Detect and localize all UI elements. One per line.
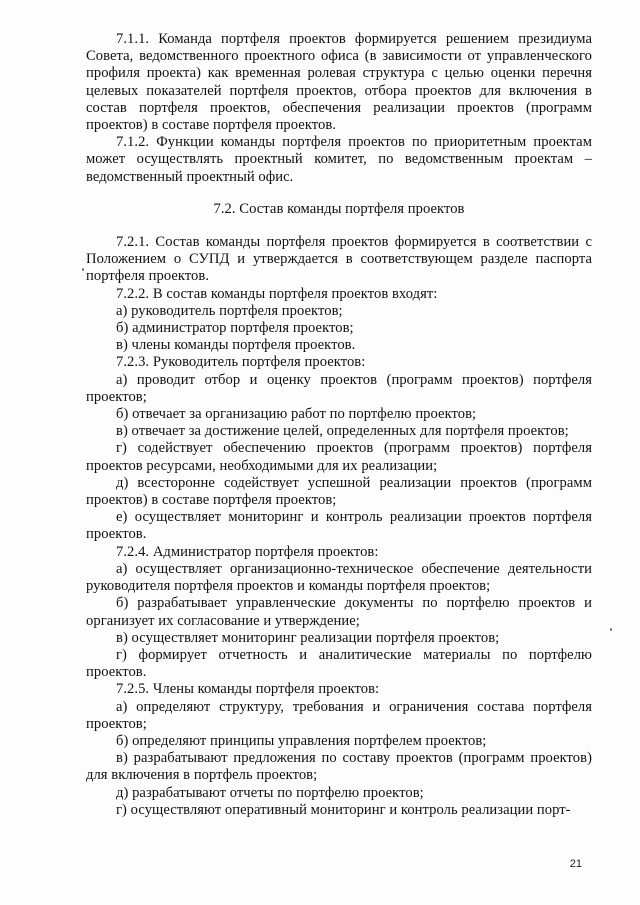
paragraph-7-2-3: 7.2.3. Руководитель портфеля проектов: bbox=[116, 354, 366, 371]
list-item: в) осуществляет мониторинг реализации портфеля проектов; bbox=[116, 629, 500, 646]
list-item: в) отвечает за достижение целей, определенных для портфеля проектов; bbox=[116, 423, 569, 440]
list-item: г) формирует отчетность и аналитические материалы по портфелю проектов. bbox=[86, 646, 592, 681]
list-item: б) администратор портфеля проектов; bbox=[116, 320, 354, 337]
list-item: б) определяют принципы управления портфелем проектов; bbox=[116, 732, 487, 749]
list-item: а) определяют структуру, требования и ограничения состава портфеля проектов; bbox=[86, 698, 592, 732]
list-item: в) разрабатывают предложения по составу проектов (программ проектов) для включения в портфель проектов; bbox=[86, 750, 592, 784]
list-item: е) осуществляет мониторинг и контроль реализации проектов портфеля проектов. bbox=[86, 509, 592, 543]
list-item: д) всесторонне содействует успешной реализации проектов (программ проектов) в составе портфеля проектов; bbox=[86, 474, 592, 509]
scan-speck bbox=[610, 628, 612, 631]
list-item: а) осуществляет организационно-техническое обеспечение деятельности руководителя портфеля проектов и команды портфеля проектов; bbox=[86, 560, 592, 595]
list-item: в) члены команды портфеля проектов. bbox=[116, 337, 356, 354]
paragraph-7-2-1: 7.2.1. Состав команды портфеля проектов формируется в соответствии с Положением о СУПД и утверждается в соответствующем разделе паспорта портфеля проектов. bbox=[86, 234, 592, 285]
list-item: а) проводит отбор и оценку проектов (программ проектов) портфеля проектов; bbox=[86, 371, 592, 405]
list-item: д) разрабатывают отчеты по портфелю проектов; bbox=[116, 784, 424, 801]
list-item: г) осуществляют оперативный мониторинг и контроль реализации порт- bbox=[116, 801, 571, 818]
paragraph-7-1-2: 7.1.2. Функции команды портфеля проектов по приоритетным проектам может осуществлять проектный комитет, по ведомственным проектам – ведомственный проектный офис. bbox=[86, 134, 592, 185]
paragraph-7-2-5: 7.2.5. Члены команды портфеля проектов: bbox=[116, 681, 380, 698]
list-item: б) разрабатывает управленческие документы по портфелю проектов и организует их согласование и утверждение; bbox=[86, 595, 592, 629]
page-number: 21 bbox=[569, 858, 582, 870]
paragraph-7-2-2: 7.2.2. В состав команды портфеля проектов входят: bbox=[116, 285, 438, 302]
list-item: б) отвечает за организацию работ по портфелю проектов; bbox=[116, 406, 477, 423]
paragraph-7-2-4: 7.2.4. Администратор портфеля проектов: bbox=[116, 543, 379, 560]
list-item: г) содействует обеспечению проектов (программ проектов) портфеля проектов ресурсами, необходимыми для их реализации; bbox=[86, 440, 592, 474]
document-body bbox=[86, 31, 592, 819]
scan-speck bbox=[82, 268, 84, 271]
list-item: а) руководитель портфеля проектов; bbox=[116, 302, 343, 319]
section-heading-7-2: 7.2. Состав команды портфеля проектов bbox=[213, 200, 465, 217]
paragraph-7-1-1: 7.1.1. Команда портфеля проектов формируется решением президиума Совета, ведомственного проектного офиса (в зависимости от управленческого профиля проекта) как временная ролевая структура с целью оценки перечня целевых показателей портфеля проектов, отбора проектов для включения в состав портфеля проектов, обеспечения реализации проектов (программ проектов) в составе портфеля проектов. bbox=[86, 31, 592, 134]
